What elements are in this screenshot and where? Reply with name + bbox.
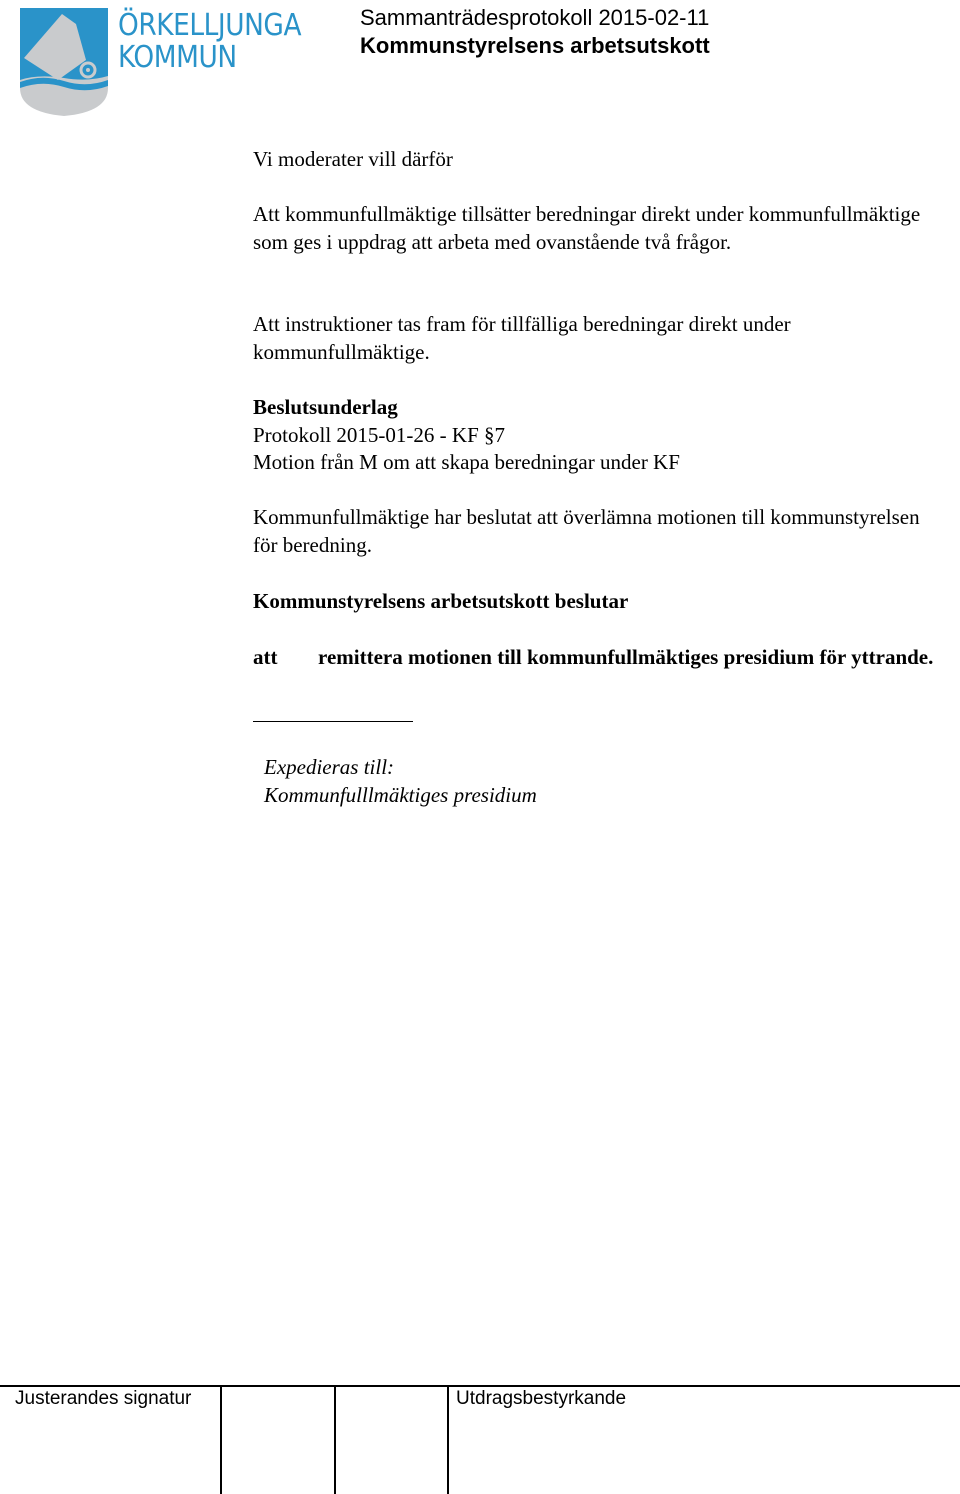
proposal-1 [253,201,943,256]
decision-text: remittera motionen till kommunfullmäktiges presidium för yttrande. [318,645,934,669]
basis-line-1: Protokoll 2015-01-26 - KF §7 [253,422,505,447]
logo-wordmark [118,10,301,74]
footer-divider [334,1385,336,1494]
referral-paragraph [253,504,943,559]
distribution-label: Expedieras till: [264,755,395,779]
proposal-2-text: Att instruktioner tas fram för tillfälliga beredningar direkt under kommunfullmäktige. [253,312,791,364]
decision-heading: Kommunstyrelsens arbetsutskott beslutar [253,589,629,613]
basis-line-2: Motion från M om att skapa beredningar under KF [253,450,680,474]
basis-heading: Beslutsunderlag [253,395,398,419]
decision-att: att [253,645,278,669]
committee-name: Kommunstyrelsens arbetsutskott [360,33,710,58]
footer-divider [447,1385,449,1494]
certification-label: Utdragsbestyrkande [456,1388,627,1409]
signature-label: Justerandes signatur [15,1388,192,1409]
proposal-2 [253,311,943,366]
decision-basis [253,394,943,477]
decision-heading-block [253,588,943,616]
protocol-date: Sammanträdesprotokoll 2015-02-11 [360,5,710,30]
logo-line-2: KOMMUN [118,40,237,75]
referral-text: Kommunfullmäktige har beslutat att överlämna motionen till kommunstyrelsen för beredning. [253,505,920,557]
document-header [360,4,710,60]
intro-text: Vi moderater vill därför [253,147,453,171]
separator-rule [253,721,413,722]
footer-divider [220,1385,222,1494]
bell-shield-icon [18,8,118,116]
distribution-recipient: Kommunfulllmäktiges presidium [264,782,537,807]
distribution [264,754,537,809]
proposal-1-text: Att kommunfullmäktige tillsätter beredningar direkt under kommunfullmäktige som ges i uppdrag att arbeta med ovanstående två frågor. [253,202,921,254]
footer-rule [0,1385,960,1387]
logo-line-1: ÖRKELLJUNGA [118,8,302,43]
intro-paragraph [253,146,943,174]
